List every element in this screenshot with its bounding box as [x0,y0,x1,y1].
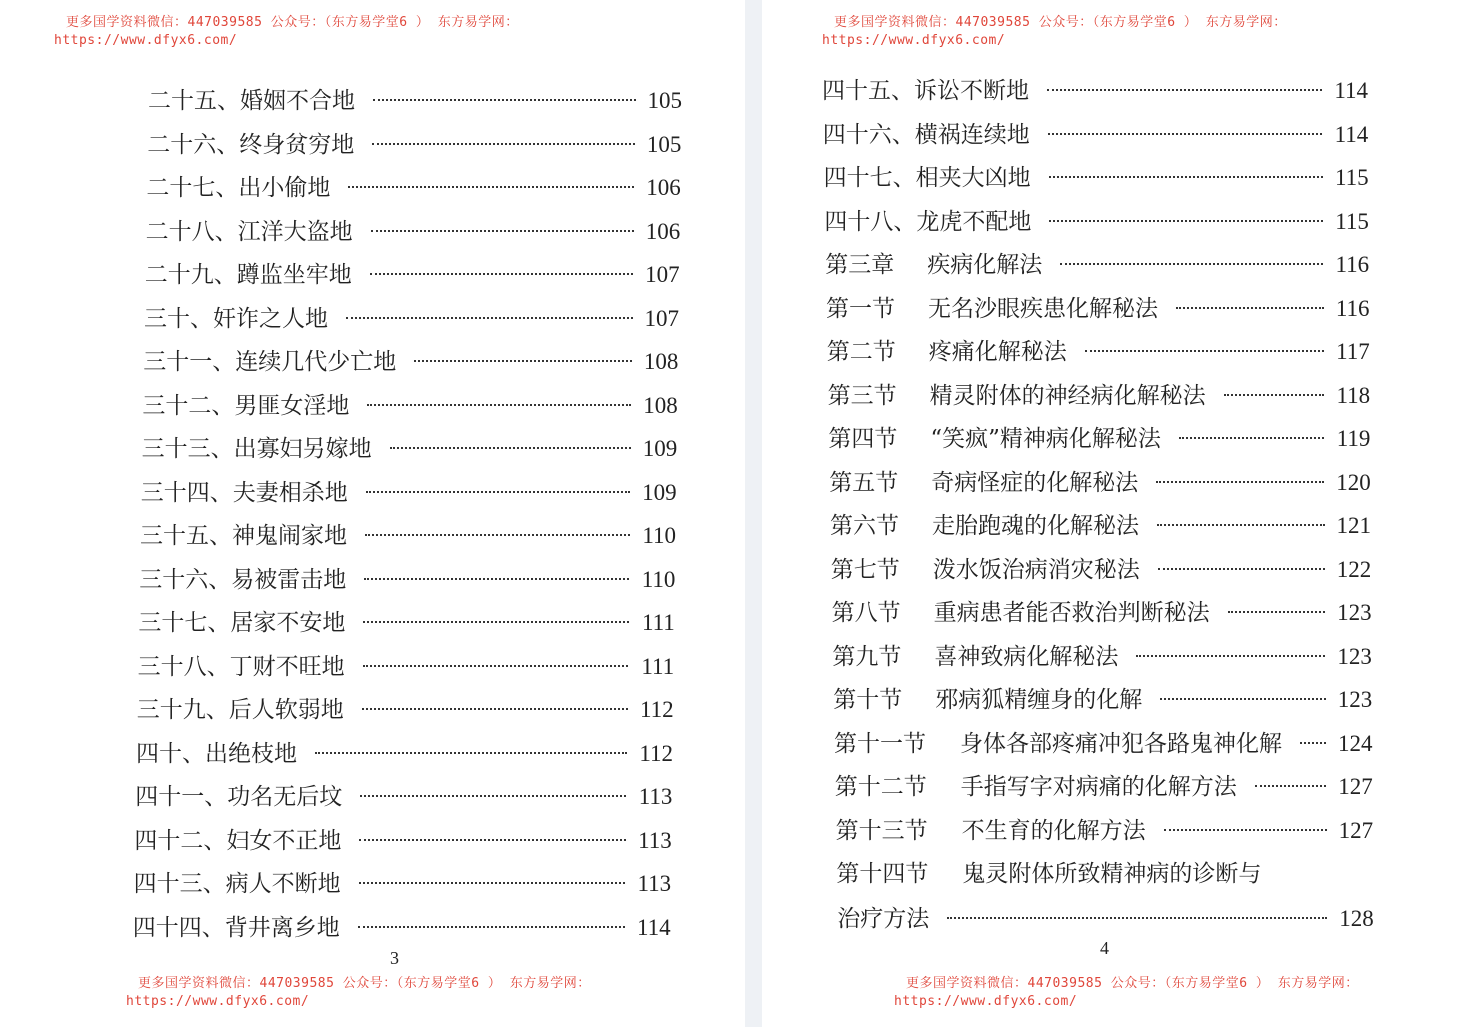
toc-entry-title: 四十二、妇女不正地 [134,827,342,854]
toc-section-label: 第五节 [829,469,899,496]
toc-entry-page: 113 [638,827,672,853]
toc-entry-page: 109 [642,479,677,505]
dot-leader [363,621,628,623]
dot-leader [358,926,625,928]
dot-leader [1176,307,1324,309]
toc-entry-title: 三十七、居家不安地 [138,610,346,636]
toc-entry-title: 二十七、出小偷地 [146,175,331,201]
toc-entry [141,478,677,508]
toc-entry [135,782,672,812]
toc-entry [146,173,680,203]
toc-entry [824,163,1369,193]
dot-leader [348,186,634,188]
toc-entry-page: 123 [1337,600,1372,625]
toc-entry [146,217,681,247]
toc-entry-page: 114 [1334,78,1368,103]
toc-entry [138,608,674,638]
page-gutter [745,0,762,1027]
dot-leader [1160,698,1326,700]
toc-entry-page: 111 [641,653,675,679]
dot-leader [360,795,626,797]
toc-entry [144,304,679,334]
toc-entry-title: 三十、奸诈之人地 [144,305,328,332]
toc-entry [134,869,672,899]
toc-entry-title: 走胎跑魂的化解秘法 [932,513,1139,539]
toc-entry-page: 112 [639,740,673,766]
watermark-line1: 更多国学资料微信：447039585 公众号：（东方易学堂6 ） 东方易学网： [834,15,1287,30]
toc-entry-title: 二十五、婚姻不合地 [148,88,355,114]
toc-entry-page: 115 [1335,208,1369,234]
dot-leader [359,839,625,841]
toc-entry-page: 127 [1338,774,1373,799]
dot-leader [367,404,631,406]
toc-section-label: 第三节 [827,382,897,409]
watermark-url[interactable]: https://www.dfyx6.com/ [126,994,310,1009]
toc-entry [142,434,678,464]
dot-leader [1047,89,1322,91]
toc-entry [832,598,1372,628]
toc-entry-page: 123 [1337,687,1373,712]
dot-leader [370,273,633,275]
dot-leader [371,230,634,232]
toc-entry-page: 107 [644,305,679,331]
toc-entry-page: 124 [1338,730,1373,756]
toc-section-label: 第七节 [830,556,900,583]
toc-entry-page: 105 [646,131,682,157]
toc-entry-title: 不生育的化解方法 [961,817,1146,844]
toc-entry [834,729,1373,759]
toc-entry-page: 122 [1336,556,1372,582]
toc-entry-title: 泼水饭治病消灾秘法 [932,556,1140,583]
dot-leader [1228,611,1326,613]
dot-leader [1085,350,1324,352]
toc-entry-title: 三十五、神鬼闹家地 [140,523,347,549]
toc-entry [828,424,1370,454]
dot-leader [373,99,636,101]
toc-entry [139,565,675,595]
dot-leader [315,752,627,754]
toc-entry-page: 114 [636,914,671,940]
toc-entry-page: 106 [645,218,681,244]
toc-entry [133,913,671,943]
toc-entry [833,685,1372,715]
toc-entry-title: 身体各部疼痛冲犯各路鬼神化解 [960,730,1282,757]
toc-section-label: 第二节 [826,339,896,365]
toc-entry [828,381,1371,411]
toc-section-label: 第十一节 [834,730,926,757]
toc-section-label: 第三章 [825,252,895,278]
toc-entry-title: 四十六、横祸连续地 [822,121,1030,148]
watermark-bottom-right [894,975,1359,1011]
page-number-left: 3 [390,948,399,968]
dot-leader [1300,742,1326,744]
toc-entry-page: 110 [642,523,676,548]
toc-entry-page: 110 [641,566,676,592]
toc-section-label: 第十三节 [835,817,928,844]
dot-leader [1158,568,1325,570]
toc-entry-page: 117 [1336,339,1370,364]
dot-leader [1049,176,1323,178]
toc-entry-title: 四十四、背井离乡地 [132,914,340,941]
toc-entry-title: 三十九、后人软弱地 [136,697,344,723]
watermark-line1: 更多国学资料微信：447039585 公众号：（东方易学堂6 ） 东方易学网： [906,976,1359,991]
toc-section-label: 第一节 [826,295,895,322]
dot-leader [1156,481,1324,483]
toc-entry-title: 二十八、江洋大盗地 [145,218,353,245]
toc-entry-page: 107 [645,262,680,287]
toc-entry-title: 二十九、蹲监坐牢地 [144,262,352,288]
toc-entry-title: 四十、出绝枝地 [136,740,297,767]
toc-entry [835,772,1373,802]
toc-entry-title: 邪病狐精缠身的化解 [935,687,1143,713]
toc-entry [825,250,1369,280]
toc-entry-page: 123 [1337,643,1372,669]
toc-section-label: 第十节 [833,687,903,713]
dot-leader [363,665,629,667]
toc-entry-page: 121 [1336,513,1371,538]
toc-entry [837,904,1374,934]
toc-entry-page: 112 [639,697,674,722]
toc-section-label: 第十四节 [836,861,929,887]
toc-entry-page: 109 [642,436,678,461]
right-page [762,0,1480,1027]
toc-entry-title: “笑疯”精神病化解秘法 [930,426,1161,452]
toc-entry-page: 118 [1336,382,1371,408]
toc-right [762,0,1480,1027]
toc-entry-title: 三十二、男匪女淫地 [142,392,350,419]
toc-entry-title: 鬼灵附体所致精神病的诊断与 [962,861,1262,887]
toc-entry [836,816,1374,846]
toc-entry-title: 疼痛化解秘法 [928,339,1067,365]
toc-entry [145,260,680,290]
toc-entry-page: 111 [641,610,675,635]
toc-entry [148,86,682,116]
dot-leader [414,360,632,362]
toc-entry [824,207,1369,237]
toc-entry [137,695,674,725]
watermark-url[interactable]: https://www.dfyx6.com/ [822,33,1006,48]
toc-entry-page: 127 [1338,817,1374,843]
toc-entry-title: 四十五、诉讼不断地 [822,78,1029,104]
dot-leader [346,317,633,319]
dot-leader [1179,437,1324,439]
dot-leader [1048,133,1323,135]
toc-section-label: 第四节 [828,426,898,452]
toc-entry [143,347,678,377]
toc-entry [138,652,675,682]
watermark-bottom-left [126,975,591,1011]
toc-entry [836,859,1373,889]
toc-entry-title: 精灵附体的神经病化解秘法 [929,382,1206,409]
toc-entry-title: 三十四、夫妻相杀地 [140,479,348,506]
toc-entry-title: 疾病化解法 [927,252,1043,278]
toc-entry [823,120,1369,150]
dot-leader [947,917,1327,919]
toc-entry-page: 113 [638,784,673,809]
toc-entry-page: 115 [1334,165,1369,190]
toc-entry-page: 106 [646,175,681,200]
toc-entry-title: 无名沙眼疾患化解秘法 [928,295,1158,322]
toc-entry-page: 120 [1336,469,1371,495]
dot-leader [359,882,626,884]
dot-leader [1255,785,1327,787]
toc-entry-title: 四十三、病人不断地 [133,871,341,897]
toc-entry-title: 手指写字对病痛的化解方法 [960,774,1237,800]
toc-entry-title: 治疗方法 [837,906,930,932]
toc-entry [140,521,676,551]
dot-leader [364,578,629,580]
toc-section-label: 第十二节 [834,774,927,800]
toc-entry [831,555,1372,585]
dot-leader [1224,394,1325,396]
watermark-line1: 更多国学资料微信：447039585 公众号：（东方易学堂6 ） 东方易学网： [66,15,519,30]
toc-entry [826,294,1370,324]
watermark-line1: 更多国学资料微信：447039585 公众号：（东方易学堂6 ） 东方易学网： [138,976,591,991]
dot-leader [365,534,630,536]
toc-entry-title: 四十七、相夹大凶地 [823,165,1031,191]
toc-entry [830,511,1371,541]
dot-leader [390,447,631,449]
toc-entry-title: 三十六、易被雷击地 [139,566,347,593]
toc-entry [134,826,671,856]
toc-entry-page: 114 [1334,121,1369,147]
toc-entry-page: 108 [643,349,679,374]
toc-entry-title: 三十一、连续几代少亡地 [143,349,397,375]
toc-section-label: 第八节 [831,600,901,626]
dot-leader [1049,220,1323,222]
toc-entry [829,468,1371,498]
toc-entry-page: 116 [1335,252,1370,277]
toc-entry [822,76,1368,106]
toc-entry [147,130,681,160]
toc-entry-title: 奇病怪症的化解秘法 [931,469,1139,496]
dot-leader [366,491,630,493]
toc-entry-title: 三十八、丁财不旺地 [137,653,345,680]
toc-entry [142,391,677,421]
toc-entry [136,739,673,769]
toc-section-label: 第九节 [832,643,902,670]
watermark-url[interactable]: https://www.dfyx6.com/ [54,33,238,48]
toc-entry-page: 128 [1339,906,1374,931]
toc-entry-title: 喜神致病化解秘法 [934,643,1119,670]
dot-leader [362,708,628,710]
toc-entry-page: 119 [1336,426,1371,451]
dot-leader [1157,524,1325,526]
toc-entry [827,337,1370,367]
dot-leader [1060,263,1323,265]
dot-leader [372,143,635,145]
toc-entry [832,642,1372,672]
toc-entry-page: 108 [643,392,678,418]
toc-section-label: 第六节 [830,513,899,539]
toc-entry-page: 116 [1335,295,1370,321]
dot-leader [1136,655,1325,657]
toc-entry-title: 三十三、出寡妇另嫁地 [141,436,372,462]
toc-entry-page: 105 [647,88,682,113]
toc-entry-page: 113 [637,871,672,896]
watermark-url[interactable]: https://www.dfyx6.com/ [894,994,1078,1009]
page-number-right: 4 [1100,938,1109,958]
toc-entry-title: 二十六、终身贫穷地 [147,131,355,158]
toc-entry-title: 四十八、龙虎不配地 [824,208,1032,235]
toc-entry-title: 重病患者能否救治判断秘法 [933,600,1210,626]
dot-leader [1164,829,1327,831]
toc-entry-title: 四十一、功名无后坟 [135,784,343,810]
